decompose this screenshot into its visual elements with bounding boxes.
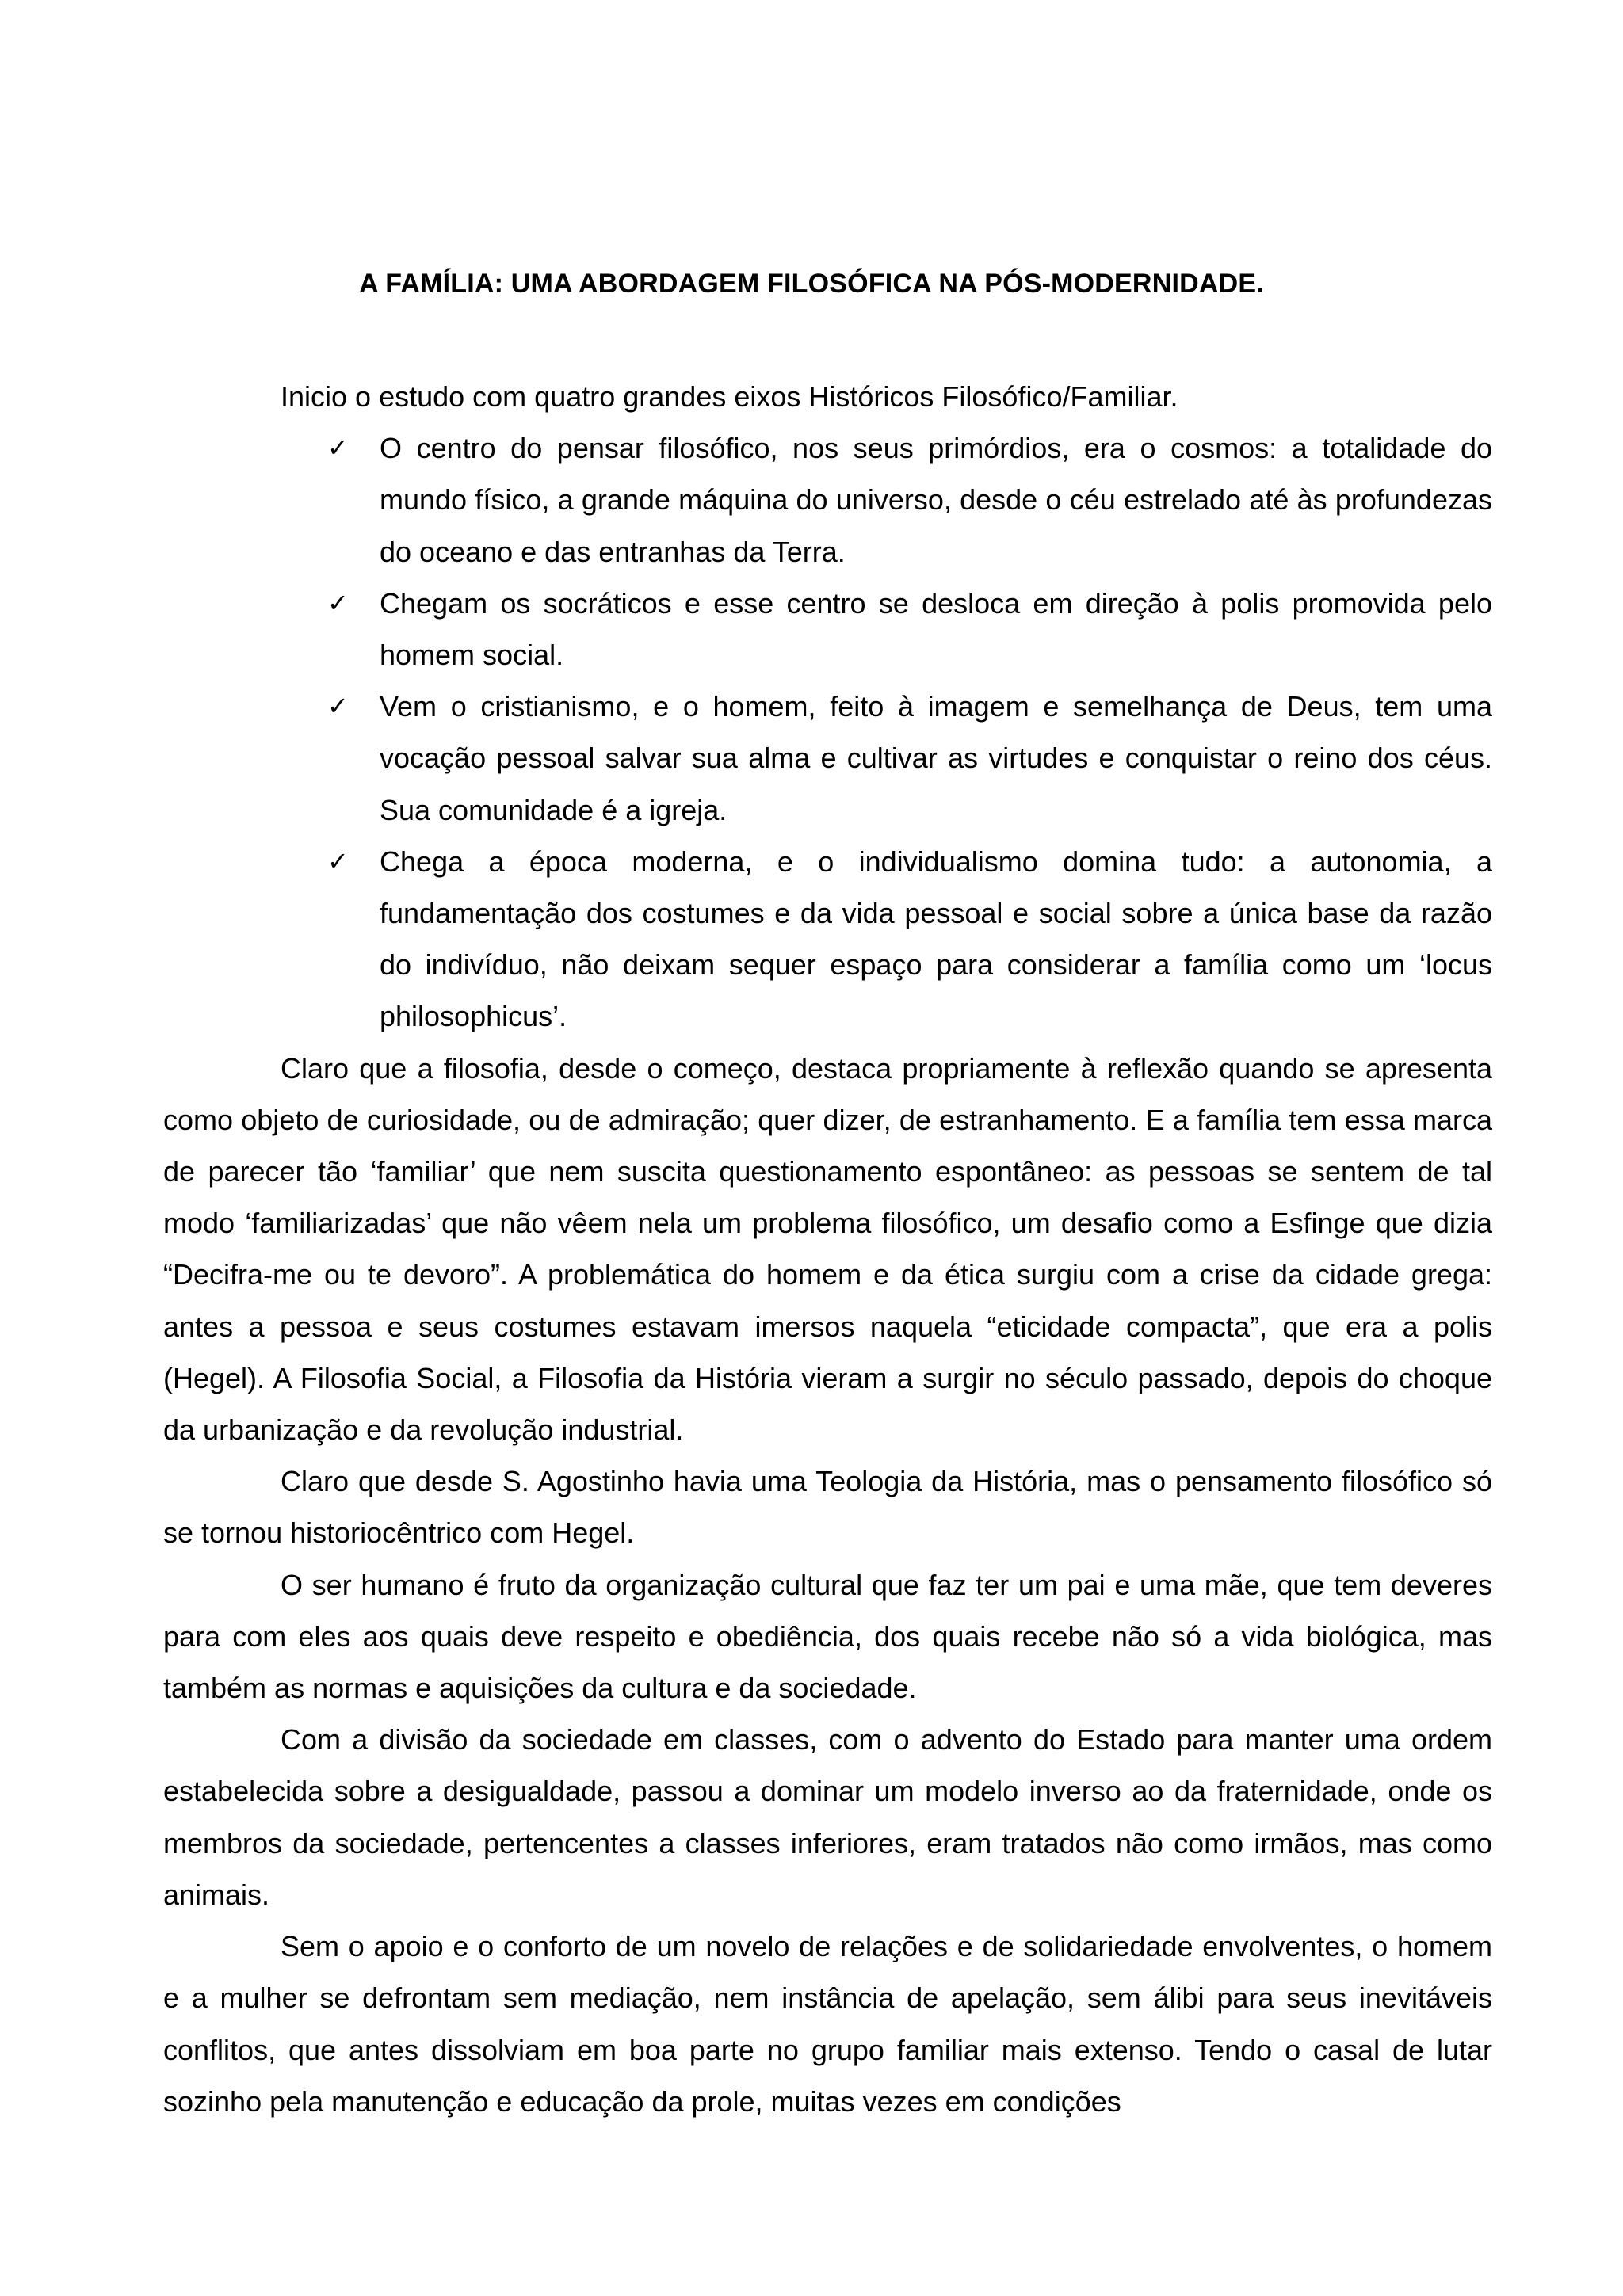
list-item-text: Vem o cristianismo, e o homem, feito à imagem e semelhança de Deus, tem uma vocação pessoal salvar sua alma e cultivar as virtudes e conquistar o reino dos céus. Sua comunidade é a igreja. — [380, 690, 1492, 826]
body-paragraph: Claro que desde S. Agostinho havia uma Teologia da História, mas o pensamento filosófico só se tornou historiocêntrico com Hegel. — [163, 1465, 1492, 1550]
body-paragraph: Com a divisão da sociedade em classes, com o advento do Estado para manter uma ordem estabelecida sobre a desigualdade, passou a dominar um modelo inverso ao da fraternidade, onde os membros da sociedade, pertencentes a classes inferiores, eram tratados não como irmãos, mas como animais. — [163, 1723, 1492, 1911]
document-title: A FAMÍLIA: UMA ABORDAGEM FILOSÓFICA NA PÓS-MODERNIDADE. — [359, 269, 1264, 299]
body-paragraph: O ser humano é fruto da organização cultural que faz ter um pai e uma mãe, que tem deveres para com eles aos quais deve respeito e obediência, dos quais recebe não só a vida biológica, mas também as normas e aquisições da cultura e da sociedade. — [163, 1568, 1492, 1705]
checkmark-icon: ✓ — [327, 846, 349, 875]
body-paragraph: Claro que a filosofia, desde o começo, destaca propriamente à reflexão quando se apresenta como objeto de curiosidade, ou de admiração; quer dizer, de estranhamento. E a família tem essa marca de parecer tão ‘familiar’ que nem suscita questionamento espontâneo: as pessoas se sentem de tal modo ‘familiarizadas’ que não vêem nela um problema filosófico, um desafio como a Esfinge que dizia “Decifra-me ou te devoro”. A problemática do homem e da ética surgiu com a crise da cidade grega: antes a pessoa e seus costumes estavam imersos naquela “eticidade compacta”, que era a polis (Hegel). A Filosofia Social, a Filosofia da História vieram a surgir no século passado, depois do choque da urbanização e da revolução industrial. — [163, 1051, 1492, 1447]
list-item-text: Chegam os socráticos e esse centro se desloca em direção à polis promovida pelo homem social. — [380, 586, 1492, 672]
checkmark-icon: ✓ — [327, 588, 349, 617]
document-body — [163, 371, 1492, 2127]
list-item — [327, 681, 1492, 836]
intro-paragraph: Inicio o estudo com quatro grandes eixos Históricos Filosófico/Familiar. — [281, 380, 1178, 413]
list-item — [327, 578, 1492, 681]
list-item — [327, 836, 1492, 1043]
list-item-text: O centro do pensar filosófico, nos seus primórdios, era o cosmos: a totalidade do mundo físico, a grande máquina do universo, desde o céu estrelado até às profundezas do oceano e das entranhas da Terra. — [380, 432, 1492, 568]
list-item — [327, 422, 1492, 578]
body-paragraph: Sem o apoio e o conforto de um novelo de relações e de solidariedade envolventes, o homem e a mulher se defrontam sem mediação, nem instância de apelação, sem álibi para seus inevitáveis conflitos, que antes dissolviam em boa parte no grupo familiar mais extenso. Tendo o casal de lutar sozinho pela manutenção e educação da prole, muitas vezes em condições — [163, 1930, 1492, 2118]
list-item-text: Chega a época moderna, e o individualismo domina tudo: a autonomia, a fundamentação dos costumes e da vida pessoal e social sobre a única base da razão do indivíduo, não deixam sequer espaço para considerar a família como um ‘locus philosophicus’. — [380, 845, 1492, 1033]
historical-axes-list — [163, 422, 1492, 1042]
checkmark-icon: ✓ — [327, 692, 349, 721]
checkmark-icon: ✓ — [327, 433, 349, 463]
